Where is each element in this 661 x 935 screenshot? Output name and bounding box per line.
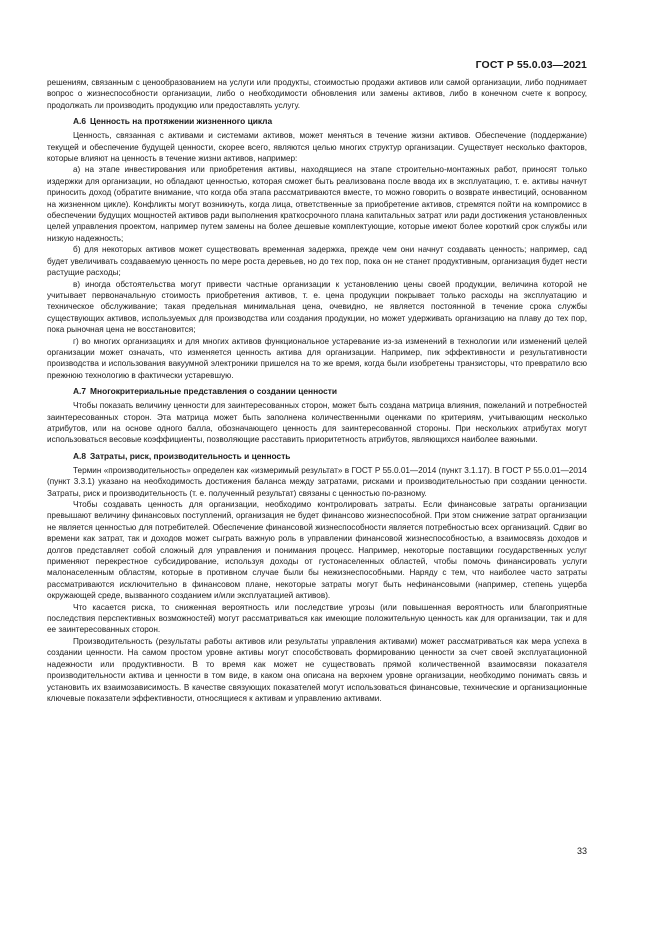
paragraph: Что касается риска, то сниженная вероятность или последствие угрозы (или повышенная вероятность или благоприятные последствия перспективных возможностей) могут рассматриваться как имеющие положительную ценность как для организации, так и для ее заинтересованных сторон. [47,602,587,635]
continued-paragraph: решениям, связанным с ценообразованием на услуги или продукты, стоимостью продажи активов или самой организации, либо поднимает вопрос о жизнеспособности организации, либо о необходимости обновления или замены активов, либо в конечном счете к вопросу, продолжать ли производить продукцию или предоставлять услугу. [47,78,587,110]
section-title: Ценность на протяжении жизненного цикла [90,116,273,127]
section-number: A.7 [73,386,87,397]
list-item-v: в) иногда обстоятельства могут привести частные организации к установлению цены своей продукции, величина которой не учитывает первоначальную стоимость приобретения активов, т. е. цена продукции покрывает только расходы на эксплуатацию и техническое обслуживание; такая предельная минимальная цена, очевидно, не является постоянной в течение срока службы существующих активов, используемых для производства или создания продукции, но может удерживать организацию на плаву до тех пор, пока рыночная цена не восстановится; [47,279,587,335]
paragraph: Термин «производительность» определен как «измеримый результат» в ГОСТ Р 55.0.01—2014 (пункт 3.1.17). В ГОСТ Р 55.0.01—2014 (пункт 3.3.1) указано на необходимость достижения баланса между затратами, рисками и производительностью при создании ценности. Затраты, риск и производительность (т. е. полученный результат) связаны с ценностью по-разному. [47,465,587,498]
section-number: A.6 [73,116,87,127]
paragraph: Производительность (результаты работы активов или результаты управления активами) может рассматриваться как мера успеха в создании ценности. На самом простом уровне активы могут способствовать формированию ценности за счет своей эксплуатационной надежности или продуктивности. В то время как может не существовать прямой количественной взаимосвязи показателя производительности актива и ценности в том виде, в каком она описана на верхнем уровне организации, необходимо понимать связь и установить их взаимозависимость. В качестве связующих показателей могут использоваться финансовые, технические и организационные ключевые показатели эффективности, относящиеся к активам и управлению активами. [47,636,587,703]
paragraph: Чтобы показать величину ценности для заинтересованных сторон, может быть создана матрица влияния, пожеланий и потребностей заинтересованных сторон. Эта матрица может быть заполнена количественными оценками по критериям, учитывающим несколько атрибутов, или на основе одного балла, обозначающего ценность для заинтересованной стороны. При нескольких атрибутах могут использоваться весовые коэффициенты, позволяющие расставить приоритетность атрибутов, являющихся наиболее важными. [47,401,587,445]
section-heading-a8 [73,451,587,462]
section-title: Затраты, риск, производительность и ценность [90,450,291,461]
section-heading-a6 [73,116,587,127]
paragraph: Чтобы создавать ценность для организации, необходимо контролировать затраты. Если финансовые затраты организации превышают величину финансовых поступлений, организация не будет финансово жизнеспособной. При этом снижение затрат организации не является ценностью для потребителей. Обеспечение финансовой жизнеспособности является потребностью всех организаций. Сдвиг во времени как затрат, так и доходов может сыграть важную роль в управлении финансовой жизнеспособностью, а взаимосвязь доходов и долгов представляет собой сложный для управления и понимания процесс. Например, некоторые поставщики государственных услуг применяют перекрестное субсидирование, используя доходы от густонаселенных областей, чтобы помочь финансировать услуги малонаселенным областям, которые в противном случае были бы нежизнеспособными. Наряду с тем, что наиболее часто затраты рассматриваются исключительно в финансовом плане, некоторые затраты могут быть нефинансовыми (например, степень ущерба окружающей среде, вызванного созданием и/или эксплуатацией активов). [47,500,587,601]
section-number: A.8 [73,450,87,461]
list-item-g: г) во многих организациях и для многих активов функциональное устаревание из-за изменений в технологии или изменений целей организации может означать, что изменяется ценность актива для организации. Например, пик эффективности и результативности производства и использования вакуумной электроники пришелся на то же время, когда были изобретены транзисторы, что превратило всю прежнюю технологию в фактически устаревшую. [47,336,587,380]
document-code-header: ГОСТ Р 55.0.03—2021 [475,59,587,71]
page-number: 33 [576,846,587,856]
paragraph: Ценность, связанная с активами и системами активов, может меняться в течение жизни активов. Обеспечение (поддержание) текущей и обеспечение будущей ценности, скорее всего, являются целью многих структур организации. Существует несколько факторов, которые влияют на ценность в течение жизни активов, например: [47,131,587,164]
section-heading-a7 [73,386,587,397]
list-item-a: а) на этапе инвестирования или приобретения активы, находящиеся на этапе строительно-монтажных работ, приносят только издержки для организации, но обладают ценностью, которая сможет быть реализована после ввода их в эксплуатацию, т. е. активы начнут приносить доход (обратите внимание, что когда оба этапа рассматриваются вместе, то можно говорить о возврате инвестиций, основанном на жизненном цикле). Конфликты могут возникнуть, когда лица, ответственные за приобретение активов, стремятся пойти на компромисс в обеспечении будущих мощностей активов ради выполнения краткосрочного плана капитальных затрат или ради достижения установленных целей управления проектом, например путем замены на более дешевые комплектующие, которые имеют более короткий срок службы или низкую надежность; [47,165,587,243]
document-body [47,77,587,704]
document-page [47,0,587,935]
section-title: Многокритериальные представления о создании ценности [90,386,338,397]
list-item-b: б) для некоторых активов может существовать временная задержка, прежде чем они начнут создавать ценность; например, сад будет увеличивать создаваемую ценность по мере роста деревьев, но до тех пор, пока он не станет продуктивным, организация будет нести растущие расходы; [47,245,587,278]
